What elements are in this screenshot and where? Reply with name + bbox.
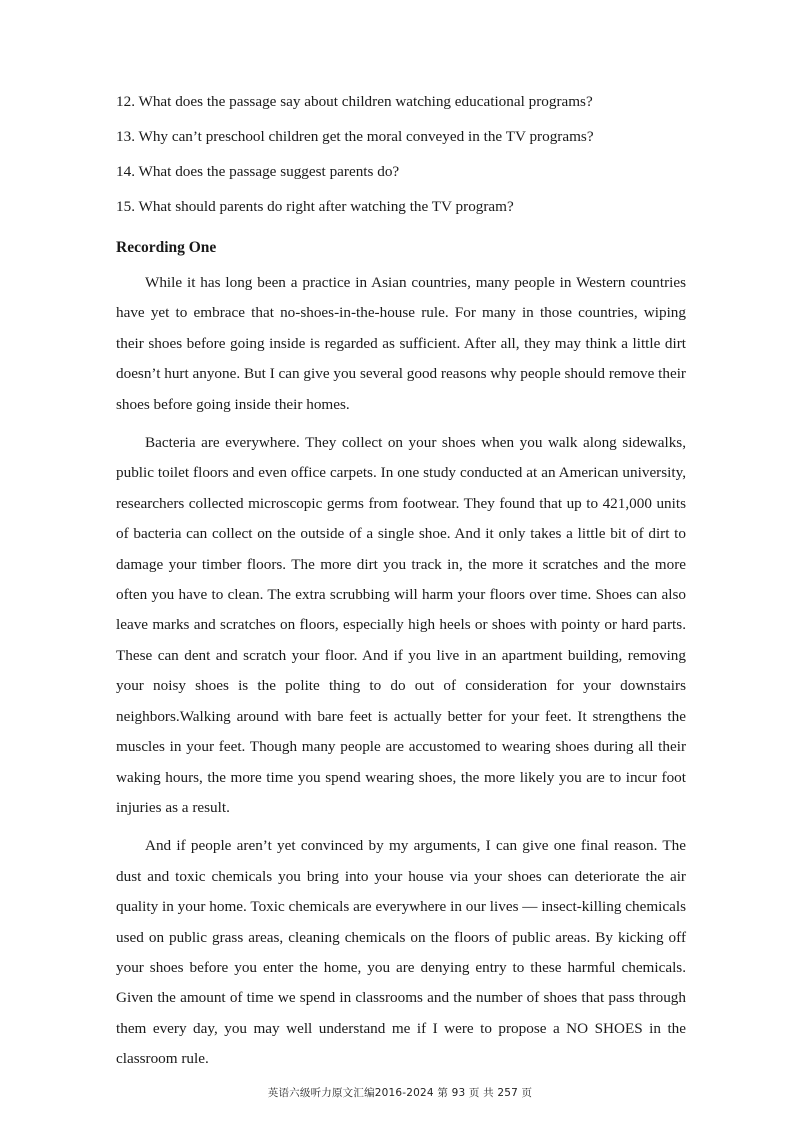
paragraph-3: And if people aren’t yet convinced by my arguments, I can give one final reason. The dust and toxic chemicals you bring into your house via your shoes can deteriorate the air quality in your home. Toxic chemicals are everywhere in our lives — insect-killing chemicals used on public grass areas, cleaning chemicals on the floors of public areas. By kicking off your shoes before you enter the home, you are denying entry to these harmful chemicals. Given the amount of time we spend in classrooms and the number of shoes that pass through them every day, you may well understand me if I were to propose a NO SHOES in the classroom rule. xyxy=(116,837,686,1068)
question-15: 15. What should parents do right after watching the TV program? xyxy=(116,198,514,215)
section-heading: Recording One xyxy=(116,239,217,256)
question-13: 13. Why can’t preschool children get the moral conveyed in the TV programs? xyxy=(116,128,594,145)
question-list xyxy=(116,92,696,232)
question-12: 12. What does the passage say about children watching educational programs? xyxy=(116,93,593,110)
transcript-body xyxy=(116,268,686,1083)
paragraph-1: While it has long been a practice in Asian countries, many people in Western countries have yet to embrace that no-shoes-in-the-house rule. For many in those countries, wiping their shoes before going inside is regarded as sufficient. After all, they may think a little dirt doesn’t hurt anyone. But I can give you several good reasons why people should remove their shoes before going inside their homes. xyxy=(116,274,686,413)
question-14: 14. What does the passage suggest parents do? xyxy=(116,163,400,180)
page-footer: 英语六级听力原文汇编2016-2024 第 93 页 共 257 页 xyxy=(267,1087,533,1099)
paragraph-2: Bacteria are everywhere. They collect on your shoes when you walk along sidewalks, public toilet floors and even office carpets. In one study conducted at an American university, researchers collected microscopic germs from footwear. They found that up to 421,000 units of bacteria can collect on the outside of a single shoe. And it only takes a little bit of dirt to damage your timber floors. The more dirt you track in, the more it scratches and the more often you have to clean. The extra scrubbing will harm your floors over time. Shoes can also leave marks and scratches on floors, especially high heels or shoes with pointy or hard parts. These can dent and scratch your floor. And if you live in an apartment building, removing your noisy shoes is the polite thing to do out of consideration for your downstairs neighbors.Walking around with bare feet is actually better for your feet. It strengthens the muscles in your feet. Though many people are accustomed to wearing shoes during all their waking hours, the more time you spend wearing shoes, the more likely you are to incur foot injuries as a result. xyxy=(116,434,686,816)
